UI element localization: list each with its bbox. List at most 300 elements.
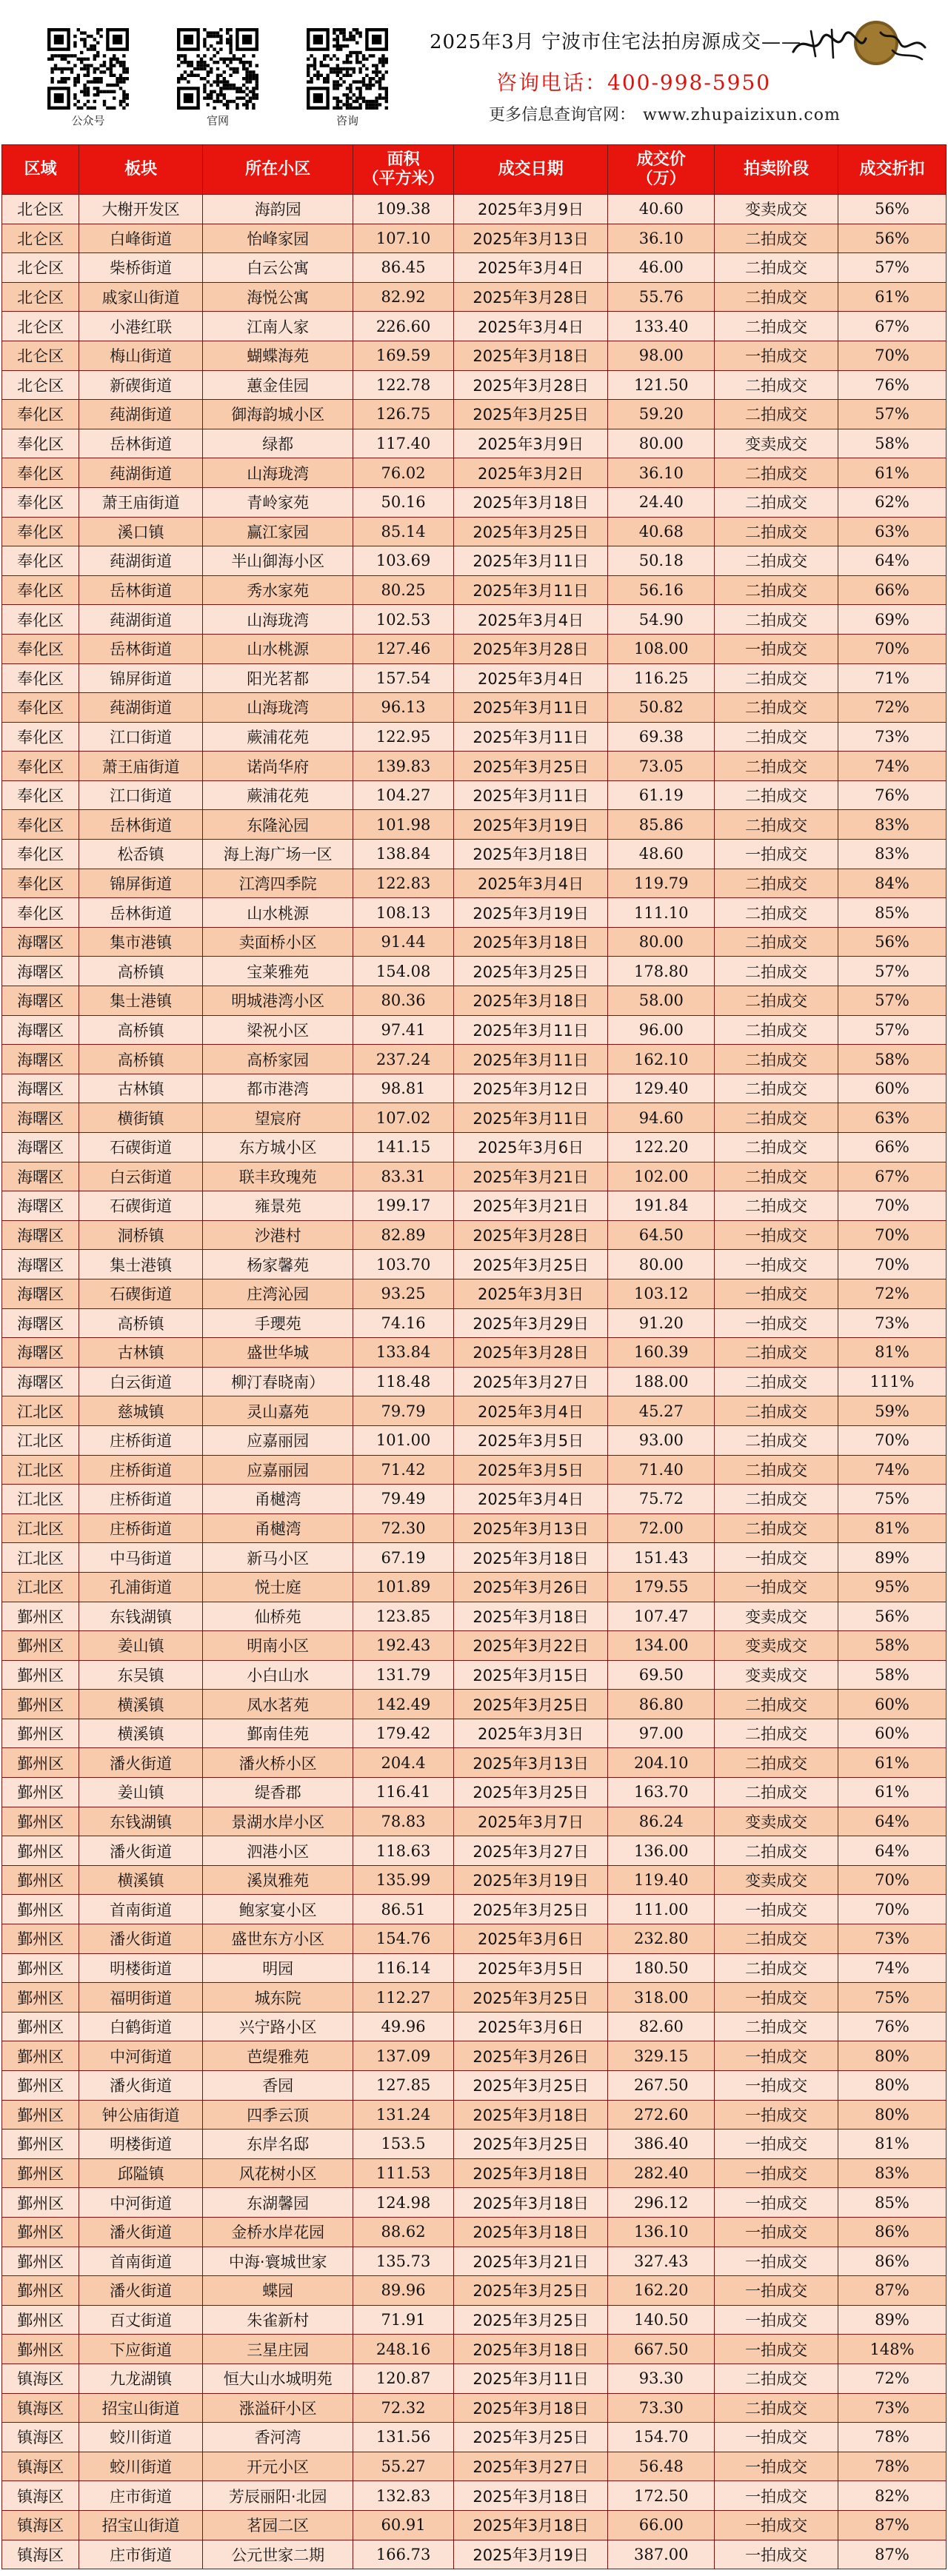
cell-ratio: 70% xyxy=(838,1191,947,1221)
cell-date: 2025年3月5日 xyxy=(453,1425,608,1455)
table-row xyxy=(2,1279,947,1308)
cell-stage: 二拍成交 xyxy=(715,1485,838,1514)
cell-date: 2025年3月27日 xyxy=(453,1367,608,1396)
table-row xyxy=(2,458,947,488)
cell-district: 奉化区 xyxy=(2,517,79,546)
column-header-ratio: 成交折扣 xyxy=(838,145,947,195)
table-row xyxy=(2,1953,947,1983)
cell-stage: 二拍成交 xyxy=(715,1338,838,1368)
table-row xyxy=(2,986,947,1016)
cell-ratio: 70% xyxy=(838,1895,947,1924)
cell-date: 2025年3月19日 xyxy=(453,810,608,840)
cell-area: 74.16 xyxy=(353,1308,454,1338)
cell-ratio: 61% xyxy=(838,1748,947,1778)
table-row xyxy=(2,2481,947,2511)
cell-district: 海曙区 xyxy=(2,986,79,1016)
table-row xyxy=(2,1191,947,1221)
cell-date: 2025年3月6日 xyxy=(453,1924,608,1954)
cell-block: 福明街道 xyxy=(79,1983,203,2013)
cell-stage: 变卖成交 xyxy=(715,1602,838,1631)
cell-ratio: 72% xyxy=(838,693,947,723)
cell-stage: 二拍成交 xyxy=(715,810,838,840)
cell-stage: 一拍成交 xyxy=(715,2247,838,2276)
cell-district: 鄞州区 xyxy=(2,1953,79,1983)
table-row xyxy=(2,810,947,840)
cell-stage: 一拍成交 xyxy=(715,2423,838,2452)
cell-price: 102.00 xyxy=(608,1162,715,1191)
cell-district: 镇海区 xyxy=(2,2481,79,2511)
cell-block: 岳林街道 xyxy=(79,575,203,605)
cell-date: 2025年3月26日 xyxy=(453,1572,608,1602)
cell-price: 108.00 xyxy=(608,634,715,663)
cell-area: 98.81 xyxy=(353,1074,454,1103)
table-row xyxy=(2,253,947,283)
table-row xyxy=(2,2012,947,2041)
cell-ratio: 81% xyxy=(838,1513,947,1543)
cell-price: 140.50 xyxy=(608,2305,715,2335)
cell-ratio: 64% xyxy=(838,1836,947,1866)
cell-district: 江北区 xyxy=(2,1485,79,1514)
phone-number[interactable]: 400-998-5950 xyxy=(607,70,772,95)
cell-price: 86.80 xyxy=(608,1690,715,1719)
cell-district: 北仑区 xyxy=(2,253,79,283)
cell-block: 百丈街道 xyxy=(79,2305,203,2335)
cell-area: 85.14 xyxy=(353,517,454,546)
cell-area: 127.46 xyxy=(353,634,454,663)
cell-date: 2025年3月13日 xyxy=(453,1748,608,1778)
cell-stage: 二拍成交 xyxy=(715,1748,838,1778)
cell-price: 232.80 xyxy=(608,1924,715,1954)
cell-date: 2025年3月18日 xyxy=(453,2158,608,2188)
cell-block: 横街镇 xyxy=(79,1103,203,1133)
cell-date: 2025年3月18日 xyxy=(453,2393,608,2423)
cell-stage: 一拍成交 xyxy=(715,2041,838,2071)
table-row xyxy=(2,1513,947,1543)
cell-district: 鄞州区 xyxy=(2,1690,79,1719)
cell-area: 127.85 xyxy=(353,2071,454,2101)
cell-date: 2025年3月25日 xyxy=(453,1250,608,1279)
cell-date: 2025年3月19日 xyxy=(453,2540,608,2569)
cell-community: 手瓔苑 xyxy=(203,1308,353,1338)
cell-stage: 一拍成交 xyxy=(715,2481,838,2511)
cell-stage: 二拍成交 xyxy=(715,1690,838,1719)
table-row xyxy=(2,2540,947,2569)
cell-area: 50.16 xyxy=(353,487,454,517)
cell-stage: 变卖成交 xyxy=(715,1807,838,1836)
cell-district: 奉化区 xyxy=(2,634,79,663)
cell-ratio: 83% xyxy=(838,810,947,840)
cell-ratio: 56% xyxy=(838,195,947,224)
cell-date: 2025年3月9日 xyxy=(453,195,608,224)
cell-area: 72.30 xyxy=(353,1513,454,1543)
cell-stage: 一拍成交 xyxy=(715,840,838,869)
table-row xyxy=(2,898,947,928)
cell-stage: 二拍成交 xyxy=(715,1133,838,1162)
cell-community: 朱雀新村 xyxy=(203,2305,353,2335)
cell-stage: 一拍成交 xyxy=(715,1220,838,1250)
column-header-area: 面积 （平方米） xyxy=(353,145,454,195)
cell-stage: 二拍成交 xyxy=(715,1778,838,1807)
cell-date: 2025年3月18日 xyxy=(453,2100,608,2130)
cell-area: 131.56 xyxy=(353,2423,454,2452)
cell-community: 御海韵城小区 xyxy=(203,400,353,429)
cell-ratio: 80% xyxy=(838,2041,947,2071)
cell-block: 高桥镇 xyxy=(79,957,203,986)
cell-stage: 变卖成交 xyxy=(715,1660,838,1690)
cell-price: 318.00 xyxy=(608,1983,715,2013)
cell-date: 2025年3月25日 xyxy=(453,957,608,986)
cell-community: 高桥家园 xyxy=(203,1045,353,1074)
cell-area: 103.69 xyxy=(353,546,454,576)
cell-district: 鄞州区 xyxy=(2,1895,79,1924)
cell-date: 2025年3月25日 xyxy=(453,1690,608,1719)
cell-district: 鄞州区 xyxy=(2,1807,79,1836)
cell-community: 山海珑湾 xyxy=(203,693,353,723)
cell-community: 山水桃源 xyxy=(203,634,353,663)
brand-logo xyxy=(789,18,929,70)
cell-community: 东方城小区 xyxy=(203,1133,353,1162)
cell-price: 80.00 xyxy=(608,429,715,458)
cell-price: 40.60 xyxy=(608,195,715,224)
column-header-community: 所在小区 xyxy=(203,145,353,195)
cell-block: 古林镇 xyxy=(79,1338,203,1368)
cell-district: 海曙区 xyxy=(2,1279,79,1308)
cell-district: 奉化区 xyxy=(2,840,79,869)
cell-block: 潘火街道 xyxy=(79,1748,203,1778)
cell-area: 132.83 xyxy=(353,2481,454,2511)
cell-ratio: 72% xyxy=(838,1279,947,1308)
cell-ratio: 70% xyxy=(838,1220,947,1250)
cell-area: 179.42 xyxy=(353,1719,454,1748)
cell-stage: 二拍成交 xyxy=(715,752,838,781)
cell-block: 明楼街道 xyxy=(79,1953,203,1983)
cell-date: 2025年3月28日 xyxy=(453,634,608,663)
cell-stage: 二拍成交 xyxy=(715,1367,838,1396)
cell-community: 鲍家宴小区 xyxy=(203,1895,353,1924)
cell-date: 2025年3月2日 xyxy=(453,458,608,488)
cell-district: 江北区 xyxy=(2,1572,79,1602)
cell-date: 2025年3月11日 xyxy=(453,1015,608,1045)
table-row xyxy=(2,2071,947,2101)
cell-area: 118.48 xyxy=(353,1367,454,1396)
cell-district: 海曙区 xyxy=(2,927,79,957)
cell-community: 潘火桥小区 xyxy=(203,1748,353,1778)
table-row xyxy=(2,1895,947,1924)
cell-district: 海曙区 xyxy=(2,1162,79,1191)
table-row xyxy=(2,1836,947,1866)
table-row xyxy=(2,2276,947,2306)
cell-date: 2025年3月21日 xyxy=(453,1162,608,1191)
cell-ratio: 80% xyxy=(838,2071,947,2101)
cell-area: 124.98 xyxy=(353,2188,454,2218)
cell-area: 122.78 xyxy=(353,370,454,400)
cell-block: 莼湖街道 xyxy=(79,693,203,723)
cell-block: 潘火街道 xyxy=(79,2071,203,2101)
cell-district: 鄞州区 xyxy=(2,2012,79,2041)
table-row xyxy=(2,1485,947,1514)
cell-community: 公元世家二期 xyxy=(203,2540,353,2569)
cell-community: 卖面桥小区 xyxy=(203,927,353,957)
cell-area: 101.98 xyxy=(353,810,454,840)
cell-ratio: 85% xyxy=(838,2188,947,2218)
cell-price: 98.00 xyxy=(608,341,715,370)
cell-area: 83.31 xyxy=(353,1162,454,1191)
cell-district: 北仑区 xyxy=(2,341,79,370)
cell-price: 267.50 xyxy=(608,2071,715,2101)
cell-district: 海曙区 xyxy=(2,1338,79,1368)
cell-stage: 一拍成交 xyxy=(715,2510,838,2540)
cell-district: 奉化区 xyxy=(2,429,79,458)
table-row xyxy=(2,722,947,752)
cell-community: 绿都 xyxy=(203,429,353,458)
cell-stage: 一拍成交 xyxy=(715,2540,838,2569)
cell-stage: 一拍成交 xyxy=(715,2335,838,2364)
cell-date: 2025年3月4日 xyxy=(453,312,608,341)
cell-date: 2025年3月25日 xyxy=(453,517,608,546)
cell-area: 103.70 xyxy=(353,1250,454,1279)
cell-ratio: 60% xyxy=(838,1074,947,1103)
table-row xyxy=(2,2158,947,2188)
table-row xyxy=(2,693,947,723)
cell-community: 泗港小区 xyxy=(203,1836,353,1866)
cell-stage: 二拍成交 xyxy=(715,1836,838,1866)
cell-block: 莼湖街道 xyxy=(79,458,203,488)
table-row xyxy=(2,1045,947,1074)
cell-block: 姜山镇 xyxy=(79,1631,203,1661)
cell-community: 江南人家 xyxy=(203,312,353,341)
cell-stage: 一拍成交 xyxy=(715,2452,838,2481)
cell-date: 2025年3月18日 xyxy=(453,1543,608,1573)
cell-date: 2025年3月21日 xyxy=(453,2247,608,2276)
cell-stage: 一拍成交 xyxy=(715,1308,838,1338)
cell-area: 112.27 xyxy=(353,1983,454,2013)
table-row xyxy=(2,2217,947,2247)
cell-community: 白云公寓 xyxy=(203,253,353,283)
cell-district: 鄞州区 xyxy=(2,2071,79,2101)
cell-ratio: 58% xyxy=(838,1045,947,1074)
qr-code-icon xyxy=(307,28,388,110)
cell-area: 108.13 xyxy=(353,898,454,928)
cell-date: 2025年3月25日 xyxy=(453,2305,608,2335)
cell-price: 93.30 xyxy=(608,2363,715,2393)
cell-ratio: 57% xyxy=(838,1015,947,1045)
table-row xyxy=(2,517,947,546)
website-link[interactable]: www.zhupaizixun.com xyxy=(643,106,841,124)
cell-district: 镇海区 xyxy=(2,2510,79,2540)
cell-stage: 二拍成交 xyxy=(715,663,838,693)
cell-area: 131.79 xyxy=(353,1660,454,1690)
table-row xyxy=(2,1807,947,1836)
cell-stage: 二拍成交 xyxy=(715,1162,838,1191)
cell-price: 162.10 xyxy=(608,1045,715,1074)
cell-price: 71.40 xyxy=(608,1455,715,1485)
cell-price: 69.38 xyxy=(608,722,715,752)
cell-price: 55.76 xyxy=(608,282,715,312)
table-row xyxy=(2,840,947,869)
cell-ratio: 83% xyxy=(838,2158,947,2188)
cell-price: 204.10 xyxy=(608,1748,715,1778)
cell-stage: 二拍成交 xyxy=(715,1953,838,1983)
cell-area: 93.25 xyxy=(353,1279,454,1308)
cell-price: 107.47 xyxy=(608,1602,715,1631)
cell-stage: 二拍成交 xyxy=(715,722,838,752)
cell-date: 2025年3月4日 xyxy=(453,253,608,283)
cell-district: 鄞州区 xyxy=(2,2247,79,2276)
cell-price: 134.00 xyxy=(608,1631,715,1661)
auction-deals-table xyxy=(1,144,947,2569)
cell-date: 2025年3月18日 xyxy=(453,2510,608,2540)
cell-price: 73.05 xyxy=(608,752,715,781)
table-row xyxy=(2,1543,947,1573)
table-row xyxy=(2,575,947,605)
cell-date: 2025年3月18日 xyxy=(453,487,608,517)
cell-price: 85.86 xyxy=(608,810,715,840)
cell-price: 66.00 xyxy=(608,2510,715,2540)
table-row xyxy=(2,1455,947,1485)
cell-district: 镇海区 xyxy=(2,2393,79,2423)
cell-area: 135.99 xyxy=(353,1865,454,1895)
qr-code-label: 官网 xyxy=(206,114,229,127)
table-row xyxy=(2,1719,947,1748)
cell-price: 54.90 xyxy=(608,605,715,635)
cell-community: 诺尚华府 xyxy=(203,752,353,781)
cell-date: 2025年3月6日 xyxy=(453,1133,608,1162)
cell-block: 集士港镇 xyxy=(79,986,203,1016)
cell-ratio: 56% xyxy=(838,224,947,253)
cell-price: 56.16 xyxy=(608,575,715,605)
cell-ratio: 64% xyxy=(838,1807,947,1836)
cell-community: 蝴蝶海苑 xyxy=(203,341,353,370)
cell-district: 北仑区 xyxy=(2,370,79,400)
cell-area: 76.02 xyxy=(353,458,454,488)
cell-date: 2025年3月11日 xyxy=(453,2363,608,2393)
cell-block: 莼湖街道 xyxy=(79,546,203,576)
cell-district: 北仑区 xyxy=(2,195,79,224)
cell-stage: 一拍成交 xyxy=(715,1895,838,1924)
cell-block: 庄市街道 xyxy=(79,2481,203,2511)
cell-block: 中河街道 xyxy=(79,2041,203,2071)
cell-area: 91.44 xyxy=(353,927,454,957)
cell-block: 集士港镇 xyxy=(79,1250,203,1279)
cell-block: 中河街道 xyxy=(79,2188,203,2218)
cell-community: 山海珑湾 xyxy=(203,605,353,635)
cell-ratio: 56% xyxy=(838,927,947,957)
cell-price: 282.40 xyxy=(608,2158,715,2188)
cell-district: 江北区 xyxy=(2,1396,79,1426)
cell-community: 蕨浦花苑 xyxy=(203,780,353,810)
table-row xyxy=(2,2423,947,2452)
cell-community: 三星庄园 xyxy=(203,2335,353,2364)
cell-date: 2025年3月25日 xyxy=(453,2423,608,2452)
cell-district: 鄞州区 xyxy=(2,2100,79,2130)
cell-ratio: 70% xyxy=(838,1250,947,1279)
cell-block: 白峰街道 xyxy=(79,224,203,253)
cell-block: 蛟川街道 xyxy=(79,2452,203,2481)
cell-ratio: 73% xyxy=(838,1924,947,1954)
qr-code-label: 公众号 xyxy=(71,114,105,127)
cell-ratio: 58% xyxy=(838,429,947,458)
cell-price: 50.18 xyxy=(608,546,715,576)
cell-area: 169.59 xyxy=(353,341,454,370)
cell-district: 鄞州区 xyxy=(2,1660,79,1690)
cell-community: 山海珑湾 xyxy=(203,458,353,488)
cell-date: 2025年3月27日 xyxy=(453,1836,608,1866)
cell-district: 奉化区 xyxy=(2,780,79,810)
cell-block: 梅山街道 xyxy=(79,341,203,370)
cell-ratio: 56% xyxy=(838,1602,947,1631)
cell-date: 2025年3月15日 xyxy=(453,1660,608,1690)
cell-price: 136.00 xyxy=(608,1836,715,1866)
cell-district: 奉化区 xyxy=(2,487,79,517)
cell-community: 赢江家园 xyxy=(203,517,353,546)
cell-district: 鄞州区 xyxy=(2,1748,79,1778)
cell-stage: 一拍成交 xyxy=(715,2100,838,2130)
cell-community: 缇香郡 xyxy=(203,1778,353,1807)
cell-area: 60.91 xyxy=(353,2510,454,2540)
cell-block: 白云街道 xyxy=(79,1162,203,1191)
cell-area: 79.79 xyxy=(353,1396,454,1426)
cell-area: 101.89 xyxy=(353,1572,454,1602)
cell-block: 招宝山街道 xyxy=(79,2393,203,2423)
cell-district: 鄞州区 xyxy=(2,1719,79,1748)
cell-district: 镇海区 xyxy=(2,2363,79,2393)
cell-community: 盛世东方小区 xyxy=(203,1924,353,1954)
cell-district: 北仑区 xyxy=(2,224,79,253)
qr-code-icon xyxy=(47,28,129,110)
cell-ratio: 61% xyxy=(838,1778,947,1807)
cell-stage: 变卖成交 xyxy=(715,1631,838,1661)
cell-community: 应嘉丽园 xyxy=(203,1455,353,1485)
table-row xyxy=(2,663,947,693)
cell-area: 142.49 xyxy=(353,1690,454,1719)
cell-date: 2025年3月4日 xyxy=(453,663,608,693)
cell-stage: 二拍成交 xyxy=(715,693,838,723)
table-row xyxy=(2,282,947,312)
cell-ratio: 69% xyxy=(838,605,947,635)
cell-community: 恒大山水城明苑 xyxy=(203,2363,353,2393)
cell-price: 119.40 xyxy=(608,1865,715,1895)
cell-district: 鄞州区 xyxy=(2,2276,79,2306)
cell-ratio: 58% xyxy=(838,1631,947,1661)
cell-area: 237.24 xyxy=(353,1045,454,1074)
cell-community: 东湖馨园 xyxy=(203,2188,353,2218)
cell-ratio: 73% xyxy=(838,1308,947,1338)
cell-stage: 二拍成交 xyxy=(715,2012,838,2041)
cell-ratio: 148% xyxy=(838,2335,947,2364)
cell-community: 凤水茗苑 xyxy=(203,1690,353,1719)
cell-block: 岳林街道 xyxy=(79,810,203,840)
cell-date: 2025年3月25日 xyxy=(453,2130,608,2159)
cell-date: 2025年3月11日 xyxy=(453,693,608,723)
cell-area: 133.84 xyxy=(353,1338,454,1368)
cell-stage: 二拍成交 xyxy=(715,253,838,283)
cell-date: 2025年3月9日 xyxy=(453,429,608,458)
cell-ratio: 73% xyxy=(838,722,947,752)
cell-stage: 一拍成交 xyxy=(715,2305,838,2335)
cell-community: 仙桥苑 xyxy=(203,1602,353,1631)
table-row xyxy=(2,957,947,986)
cell-stage: 一拍成交 xyxy=(715,2130,838,2159)
cell-date: 2025年3月5日 xyxy=(453,1455,608,1485)
table-row xyxy=(2,1865,947,1895)
cell-stage: 一拍成交 xyxy=(715,341,838,370)
column-header-stage: 拍卖阶段 xyxy=(715,145,838,195)
table-row xyxy=(2,429,947,458)
cell-block: 横溪镇 xyxy=(79,1719,203,1748)
cell-community: 中海·寰城世家 xyxy=(203,2247,353,2276)
cell-price: 180.50 xyxy=(608,1953,715,1983)
cell-stage: 二拍成交 xyxy=(715,780,838,810)
